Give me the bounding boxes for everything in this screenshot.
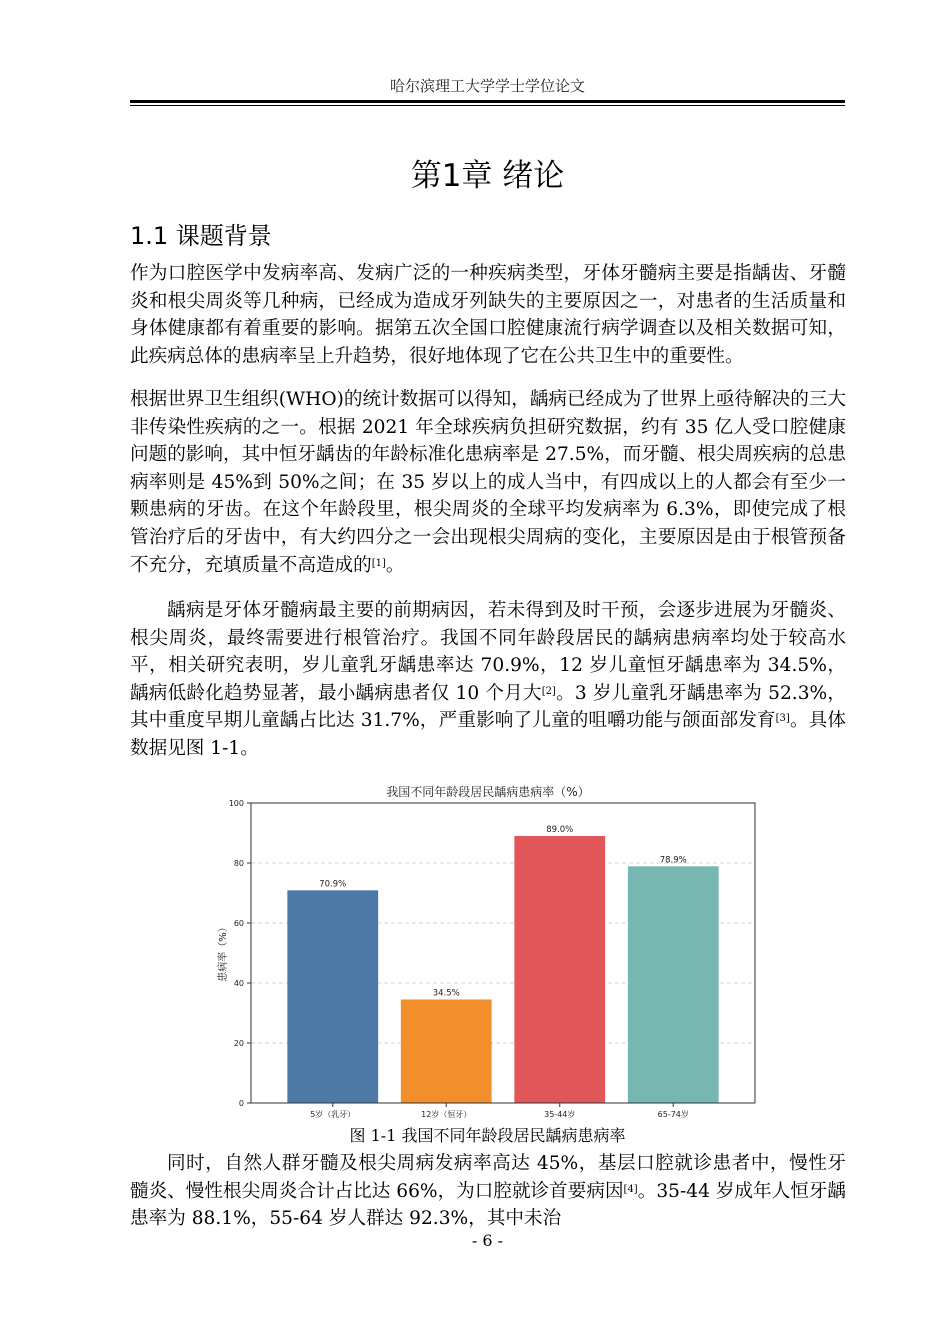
chart-bar-value-label: 34.5% bbox=[432, 988, 460, 999]
chart-x-tick-label: 35-44岁 bbox=[544, 1110, 576, 1119]
paragraph-2-end: 。 bbox=[385, 554, 405, 576]
chart-bar bbox=[401, 1000, 492, 1104]
paragraph-3-text-b: 。3 岁儿童乳牙龋患率为 52.3%，其中重度早期儿童龋占比达 31.7%，严重影响了儿童的咀嚼功能与颌面部发育 bbox=[130, 682, 846, 732]
figure-caption: 图 1-1 我国不同年龄段居民龋病患病率 bbox=[349, 1126, 626, 1145]
paragraph-2 bbox=[130, 386, 846, 579]
paragraph-2-text: 根据世界卫生组织(WHO)的统计数据可以得知，龋病已经成为了世界上亟待解决的三大非传染性疾病的之一。根据 2021 年全球疾病负担研究数据，约有 35 亿人受口腔健康问题的影响，其中恒牙龋齿的年龄标准化患病率是 27.5%，而牙髓、根尖周疾病的总患病率则是 45%到 50%之间；在 35 岁以上的成人当中，有四成以上的人都会有至少一颗患病的牙齿。在这个年龄段里，根尖周炎的全球平均发病率为 6.3%，即使完成了根管治疗后的牙齿中，有大约四分之一会出现根尖周病的变化，主要原因是由于根管预备不充分，充填质量不高造成的 bbox=[130, 389, 846, 576]
chart-y-tick-label: 60 bbox=[233, 919, 244, 928]
chapter-title: 第1章 绪论 bbox=[410, 158, 565, 194]
chart-bar-value-label: 89.0% bbox=[546, 825, 574, 835]
paragraph-4-text-a: 同时，自然人群牙髓及根尖周病发病率高达 45%，基层口腔就诊患者中，慢性牙髓炎、慢性根尖周炎合计占比达 66%，为口腔就诊首要病因 bbox=[130, 1153, 846, 1202]
chart-y-tick-label: 0 bbox=[238, 1099, 244, 1108]
chart-y-tick-label: 80 bbox=[233, 859, 244, 868]
chart-bar-value-label: 78.9% bbox=[659, 855, 687, 866]
chart-y-tick-label: 20 bbox=[233, 1039, 244, 1048]
section-title: 1.1 课题背景 bbox=[130, 222, 272, 250]
citation-1: [1] bbox=[371, 557, 386, 569]
paragraph-3 bbox=[130, 597, 846, 763]
bar-chart bbox=[212, 780, 762, 1125]
citation-3: [3] bbox=[775, 713, 790, 725]
chart-bar-value-label: 70.9% bbox=[319, 879, 347, 890]
paragraph-3-text-c: 。具体数据见图 1-1。 bbox=[130, 710, 846, 759]
running-header: 哈尔滨理工大学学士学位论文 bbox=[389, 77, 585, 95]
citation-4: [4] bbox=[623, 1183, 638, 1195]
paragraph-3-text-a: 龋病是牙体牙髓病最主要的前期病因，若未得到及时干预，会逐步进展为牙髓炎、根尖周炎，最终需要进行根管治疗。我国不同年龄段居民的龋病患病率均处于较高水平，相关研究表明，岁儿童乳牙龋患率达 70.9%，12 岁儿童恒牙龋患率为 34.5%，龋病低龄化趋势显著，最小龋病患者仅 10 个月大 bbox=[130, 600, 846, 704]
citation-2: [2] bbox=[541, 685, 556, 697]
header-rule bbox=[130, 100, 845, 103]
chart-y-axis-label: 患病率（%） bbox=[218, 922, 229, 982]
page-number: - 6 - bbox=[471, 1231, 504, 1250]
chart-bar bbox=[287, 890, 378, 1103]
chart-title: 我国不同年龄段居民龋病患病率（%） bbox=[386, 785, 590, 799]
chart-bars bbox=[287, 825, 718, 1103]
chart-bar bbox=[628, 866, 719, 1103]
paragraph-4 bbox=[130, 1150, 846, 1233]
chart-x-ticks bbox=[310, 1103, 689, 1119]
chart-x-tick-label: 12岁（恒牙） bbox=[421, 1110, 472, 1119]
chart-x-tick-label: 65-74岁 bbox=[657, 1110, 689, 1119]
chart-y-tick-label: 40 bbox=[233, 979, 244, 988]
chart-x-tick-label: 5岁（乳牙） bbox=[310, 1110, 356, 1119]
paragraph-1: 作为口腔医学中发病率高、发病广泛的一种疾病类型，牙体牙髓病主要是指龋齿、牙髓炎和根尖周炎等几种病，已经成为造成牙列缺失的主要原因之一，对患者的生活质量和身体健康都有着重要的影响。据第五次全国口腔健康流行病学调查以及相关数据可知，此疾病总体的患病率呈上升趋势，很好地体现了它在公共卫生中的重要性。 bbox=[130, 263, 846, 367]
chart-y-tick-label: 100 bbox=[228, 799, 244, 808]
paragraph-4-text-b: 。35-44 岁成年人恒牙龋患率为 88.1%，55-64 岁人群达 92.3%，其中未治 bbox=[130, 1180, 846, 1230]
header-rule-thin bbox=[130, 105, 845, 106]
chart-bar bbox=[514, 836, 605, 1103]
chart-y-ticks bbox=[229, 799, 251, 1108]
